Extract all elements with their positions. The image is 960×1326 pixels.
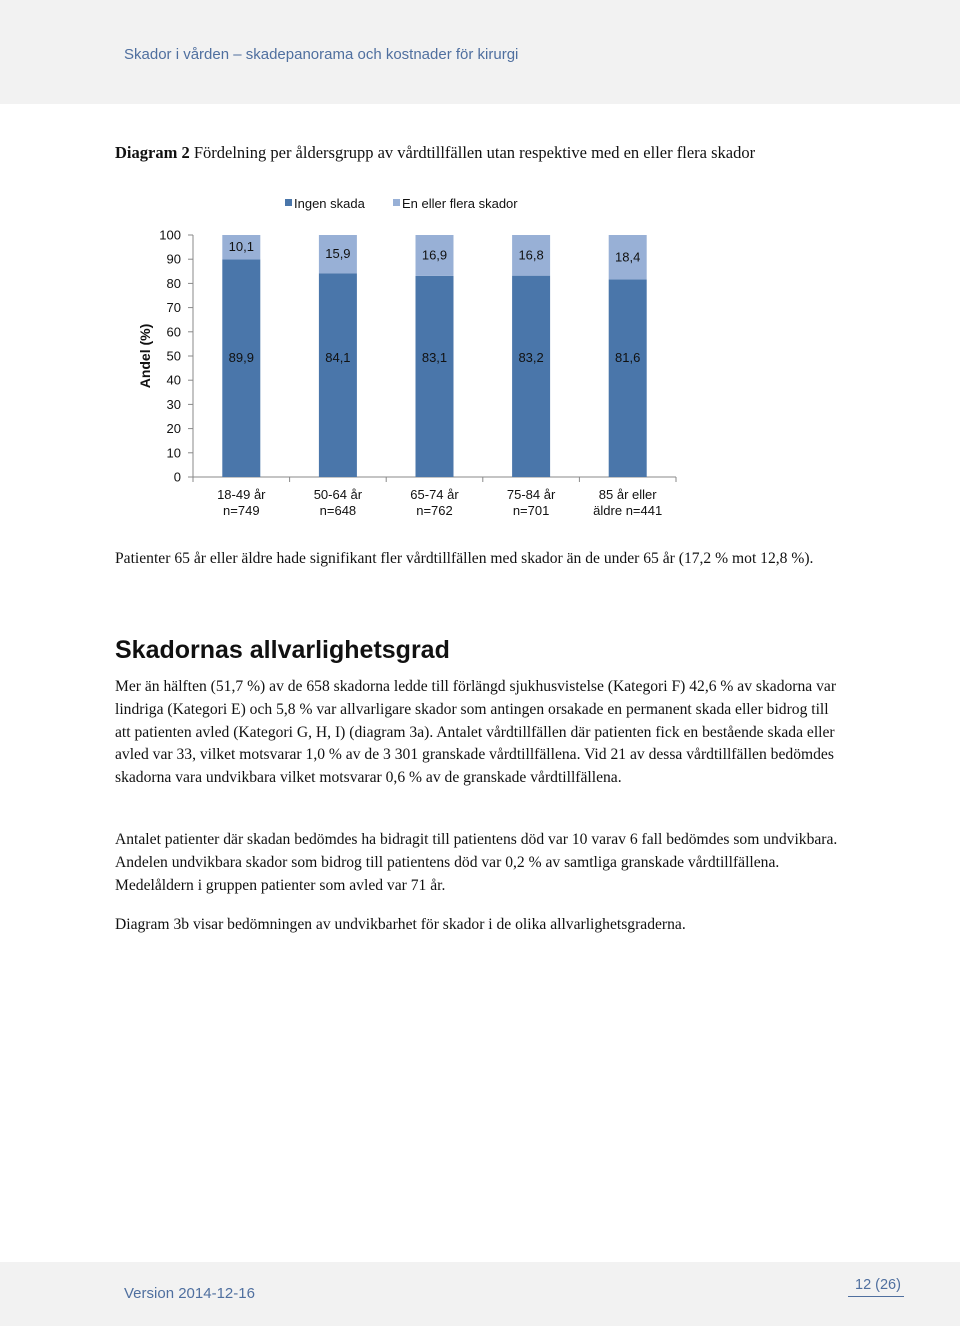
y-tick-label: 100 [159,227,181,243]
data-label: 83,1 [421,350,448,366]
legend-swatch [393,199,400,206]
footer-divider [848,1296,904,1297]
paragraph-age-comparison: Patienter 65 år eller äldre hade signifikant fler vårdtillfällen med skador än de under 65 år (17,2 % mot 12,8 %). [115,550,814,567]
section-heading: Skadornas allvarlighetsgrad [115,636,450,664]
diagram-caption [115,143,755,163]
header-title: Skador i vården – skadepanorama och kostnader för kirurgi [124,46,519,63]
legend-swatch [285,199,292,206]
stacked-bar-chart [0,185,960,530]
legend-label: Ingen skada [294,196,365,211]
data-label: 81,6 [615,350,641,366]
y-tick-label: 60 [166,324,181,340]
y-tick-label: 10 [166,445,181,461]
paragraph-severity: Mer än hälften (51,7 %) av de 658 skadorna ledde till förlängd sjukhusvistelse (Kategori F) 42,6 % av skadorna var lindriga (Kategori E) och 5,8 % var allvarligare skador som antingen orsakade en permanent skada eller bidrog till att patienten avled (Kategori G, H, I) (diagram 3a). Antalet vårdtillfällen där patienten fick en bestående skada eller avled var 33, vilket motsvarar 1,0 % av de 3 301 granskade vårdtillfällena. Vid 21 av dessa vårdtillfällen bedömdes skadorna vara undvikbara vilket motsvarar 0,6 % av de granskade vårdtillfällena. [115,678,837,787]
x-tick-label: 85 år eller [598,487,657,502]
x-tick-label: n=749 [223,503,260,518]
bar-ingen-skada [609,280,647,477]
diagram-label: Diagram 2 [115,143,190,162]
data-label: 84,1 [325,350,351,366]
x-tick-label: n=701 [512,503,550,518]
x-tick-label: 18-49 år [217,487,266,502]
bar-ingen-skada [222,259,260,477]
y-tick-label: 90 [166,251,181,267]
bar-ingen-skada [319,273,357,477]
y-tick-label: 80 [166,275,181,291]
y-tick-label: 20 [166,421,181,437]
bar-ingen-skada [416,276,454,477]
data-label: 16,9 [421,247,448,263]
data-label: 89,9 [228,350,254,366]
bar-ingen-skada [512,276,550,477]
data-label: 15,9 [325,246,351,262]
diagram-caption-text: Fördelning per åldersgrupp av vårdtillfällen utan respektive med en eller flera skador [193,143,756,162]
x-tick-label: 50-64 år [313,487,363,502]
x-tick-label: 65-74 år [410,487,459,502]
y-tick-label: 30 [166,396,181,412]
y-tick-label: 40 [166,372,181,388]
x-tick-label: äldre n=441 [593,503,663,518]
y-tick-label: 50 [166,348,181,364]
y-axis-title: Andel (%) [137,323,153,389]
data-label: 18,4 [615,249,641,265]
footer-version: Version 2014-12-16 [124,1285,255,1302]
y-tick-label: 0 [173,469,181,485]
legend-label: En eller flera skador [402,196,518,211]
x-tick-label: n=648 [319,503,357,518]
paragraph-deaths: Antalet patienter där skadan bedömdes ha bidragit till patientens död var 10 varav 6 fall bedömdes som undvikbara. Andelen undvikbara skador som bidrog till patientens död var 0,2 % av samtliga granskade vårdtillfällena. Medelåldern i gruppen patienter som avled var 71 år. [115,831,838,894]
page-number: 12 (26) [855,1277,901,1293]
paragraph-diagram-3b: Diagram 3b visar bedömningen av undvikbarhet för skador i de olika allvarlighetsgraderna. [115,916,686,933]
x-tick-label: 75-84 år [506,487,556,502]
y-tick-label: 70 [166,300,181,316]
data-label: 10,1 [228,239,254,255]
data-label: 16,8 [518,247,544,263]
data-label: 83,2 [518,350,544,366]
x-tick-label: n=762 [416,503,453,518]
